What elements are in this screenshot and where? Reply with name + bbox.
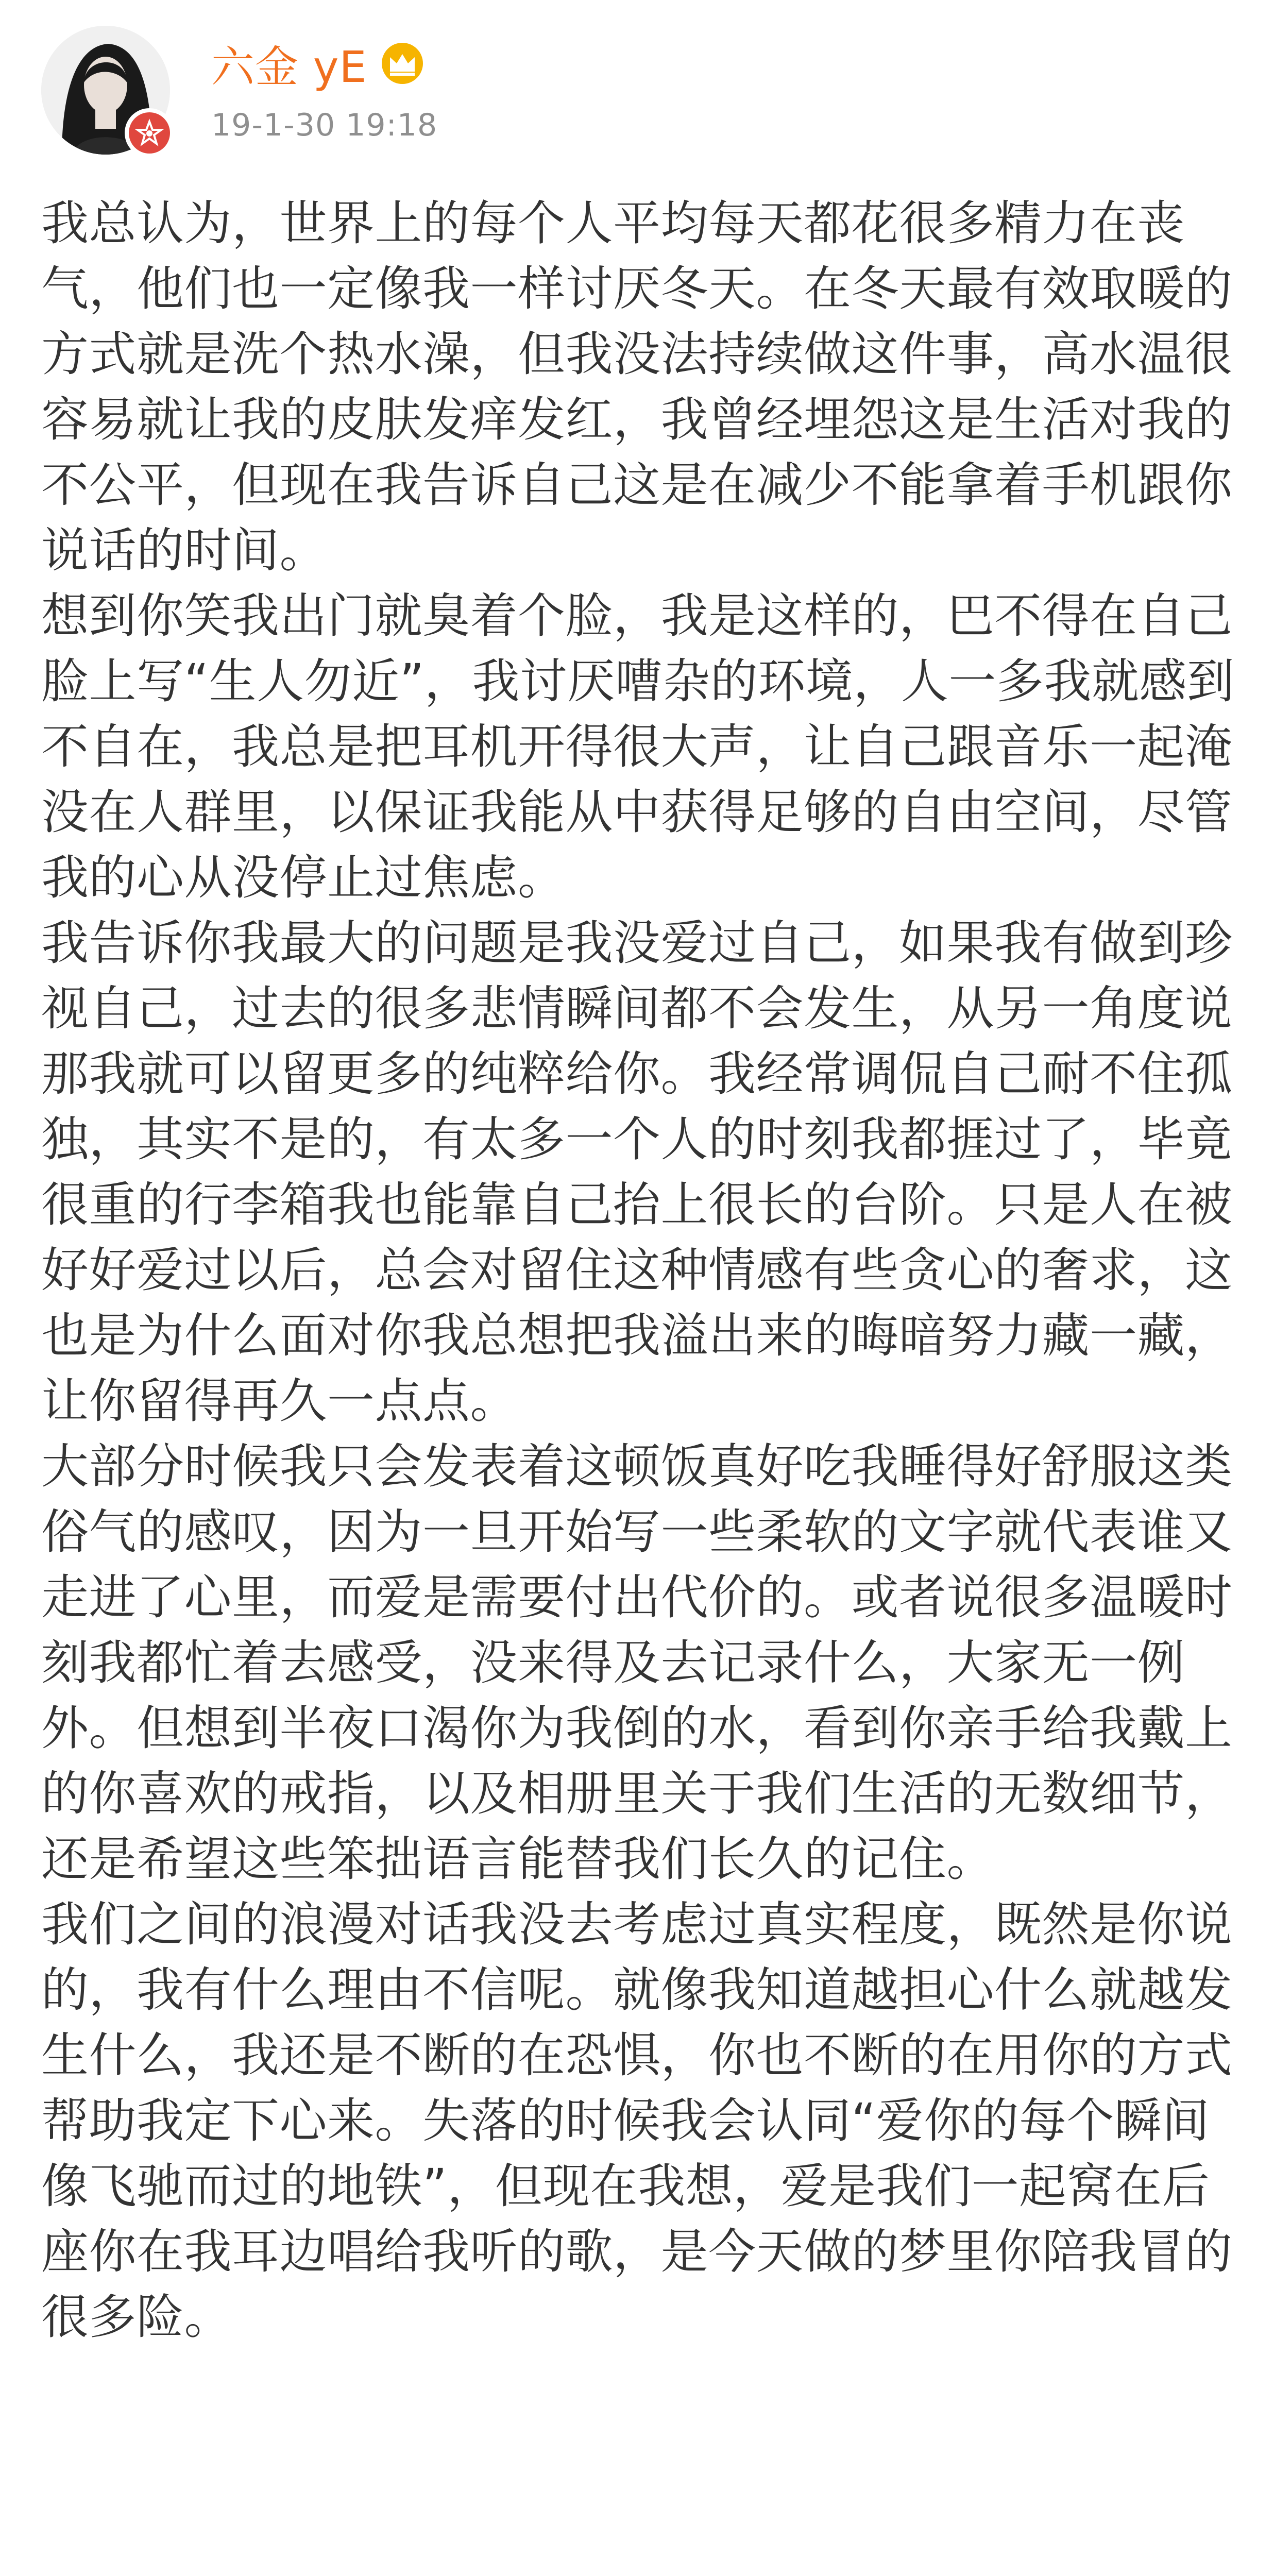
username[interactable]: 六金 yE (211, 41, 367, 92)
post-paragraph-4: 大部分时候我只会发表着这顿饭真好吃我睡得好舒服这类俗气的感叹，因为一旦开始写一些柔软的文字就代表谁又走进了心里，而爱是需要付出代价的。或者说很多温暖时刻我都忙着去感受，没来得及去记录什么，大家无一例外。但想到半夜口渴你为我倒的水，看到你亲手给我戴上的你喜欢的戒指，以及相册里关于我们生活的无数细节，还是希望这些笨拙语言能替我们长久的记住。 (41, 1439, 1233, 1887)
user-meta (211, 35, 437, 143)
post-paragraph-5: 我们之间的浪漫对话我没去考虑过真实程度，既然是你说的，我有什么理由不信呢。就像我知道越担心什么就越发生什么，我还是不断的在恐惧，你也不断的在用你的方式帮助我定下心来。失落的时候我会认同“爱你的每个瞬间像飞驰而过的地铁”，但现在我想，爱是我们一起窝在后座你在我耳边唱给我听的歌，是今天做的梦里你陪我冒的很多险。 (41, 1897, 1233, 2345)
post-paragraph-1: 我总认为，世界上的每个人平均每天都花很多精力在丧气，他们也一定像我一样讨厌冬天。在冬天最有效取暖的方式就是洗个热水澡，但我没法持续做这件事，高水温很容易就让我的皮肤发痒发红，我曾经埋怨这是生活对我的不公平，但现在我告诉自己这是在减少不能拿着手机跟你说话的时间。 (41, 196, 1233, 578)
post-paragraph-2: 想到你笑我出门就臭着个脸，我是这样的，巴不得在自己脸上写“生人勿近”，我讨厌嘈杂的环境，人一多我就感到不自在，我总是把耳机开得很大声，让自己跟音乐一起淹没在人群里，以保证我能从中获得足够的自由空间，尽管我的心从没停止过焦虑。 (41, 588, 1235, 905)
post-body (41, 191, 1242, 2350)
avatar-container[interactable] (41, 26, 170, 155)
verified-badge (125, 108, 174, 158)
crown-icon (381, 42, 424, 85)
username-row (211, 35, 437, 92)
verified-badge-icon (129, 112, 170, 154)
post-timestamp[interactable]: 19-1-30 19:18 (211, 107, 438, 143)
post-header (41, 26, 1226, 160)
post-paragraph-3: 我告诉你我最大的问题是我没爱过自己，如果我有做到珍视自己，过去的很多悲情瞬间都不会发生，从另一角度说那我就可以留更多的纯粹给你。我经常调侃自己耐不住孤独，其实不是的，有太多一个人的时刻我都捱过了，毕竟很重的行李箱我也能靠自己抬上很长的台阶。只是人在被好好爱过以后，总会对留住这种情感有些贪心的奢求，这也是为什么面对你我总想把我溢出来的晦暗努力藏一藏，让你留得再久一点点。 (41, 916, 1233, 1429)
